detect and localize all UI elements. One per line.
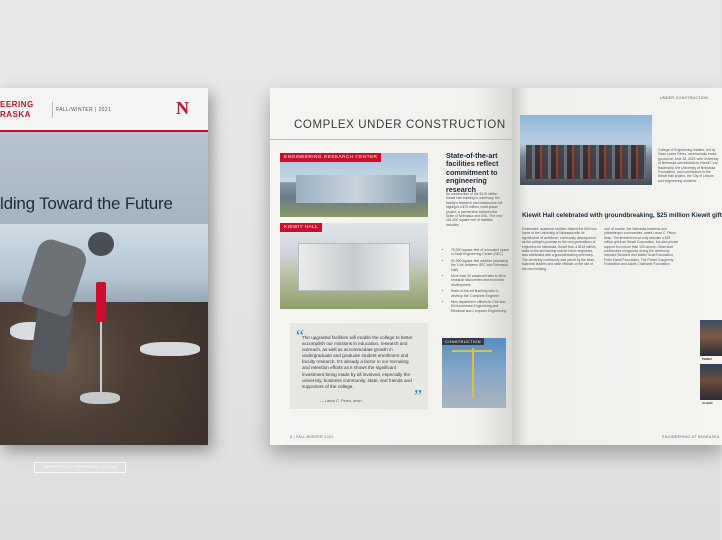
drill [96,282,106,322]
crowd [526,145,646,179]
right-page [512,88,722,445]
quote-text: The upgraded facilities will enable the college to better accomplish our missions in education, research and outreach, as well as accommodate growth in undergraduate and graduate student enrollment and faculty research. It's already a factor in our recruiting and retention efforts as it shows the significant investment being made by all involved, especially the university, business community, state, and friends and supporters of the college. [302,335,413,389]
groundbreaking-photo [520,115,652,185]
pull-quote [290,323,428,409]
running-head: UNDER CONSTRUCTION [660,96,709,100]
masthead-divider [52,102,53,118]
sidebar-heading: State-of-the-art facilities reflect commitment to engineering research [446,151,499,194]
list-item: • 75,000 square feet of renovated space in Scott Engineering Center (SEC) [451,248,511,257]
photo-caption: College of Engineering leaders, led by Dean Lance Pérez, ceremonially broke ground on June 28, 2021 with University of Nebraska administrators, Kiewit Corp. leadership, the University of Nebraska Foundation, and contributors to the Kiewit Hall project, the City of Lincoln and engineering students. [658,148,719,183]
photo-label: CONSTRUCTION [442,338,484,345]
crane-arm [452,350,492,352]
building-rendering [298,243,410,291]
page-folio: 6 | FALL/WINTER 2021 [290,435,334,439]
kiewit-hall-photo [280,223,428,309]
photo-label: ENGINEERING RESEARCH CENTER [280,153,381,162]
research-center-photo [280,153,428,217]
title-rule [270,139,512,140]
cover-header [0,88,208,132]
magazine-spread [270,88,722,445]
portrait-name: ALGER [702,401,713,405]
article-column: and, of course, the Nebraska business and philanthropic communities, noted Lance C. Pérez, dean. The investment not only includes a $25 million gift from Kiewit Corporation, but also private support from more than 150 donors. Other lead contributors recognized during the ceremony included Suzanne and Walter Scott Foundation, Peter Kiewit Foundation, The Robert Daugherty Foundation and Acklie Charitable Foundation. [604,227,679,267]
article-column: Excitement, academic facilities helped the 600 new home of the University of Nebraska with its significance of workforce, community development as the college's promise to the next generations of engineers for Nebraska. Kiewit Hall, a $115 million, state-of-the-art learning hub for future engineers, was celebrated with a groundbreaking ceremony. The university community was joined by the dean, business leaders and state officials on the site of the new building. [522,227,597,271]
page-title: COMPLEX UNDER CONSTRUCTION [294,119,506,131]
portrait-photo [700,364,722,400]
page-folio: ENGINEERING AT NEBRASKA [662,435,720,439]
building-rendering [296,175,416,203]
cover-photo [0,132,208,469]
issue-label: FALL/WINTER | 2021 [56,107,112,113]
open-quote-icon: “ [296,326,304,346]
photo-label: KIEWIT HALL [280,223,322,232]
facility-list [446,248,511,315]
list-item: • 60,000 square feet addition (replacing the 'Link' between SEC and Nebraska Hall) [451,259,511,272]
left-page [270,88,512,445]
crane-mast [472,348,474,398]
list-item: • New department offices for Civil and Environmental Engineering and Electrical and Computer Engineering [451,300,511,313]
article-heading: Kiewit Hall celebrated with groundbreaking, $25 million Kiewit gift [522,212,722,219]
masthead-line1: EERING [0,100,34,109]
quote-attribution: — Lance C. Pérez, dean [320,399,362,403]
portrait-name: PEREZ [702,357,713,361]
construction-photo [442,338,506,408]
close-quote-icon: ” [414,386,422,406]
drill-bit [100,322,102,392]
list-item: • More than 50 advanced labs to drive research discoveries and economic development [451,274,511,287]
cover-title: lding Toward the Future [0,194,173,213]
portrait-photo [700,320,722,356]
researcher-helmet [88,232,114,256]
masthead-line2: RASKA [0,110,31,119]
sidebar-text: As construction of the $115 million Kiewit Hall building is underway, the facility's research and classrooms will highlight a $75 million, multi-phase project, a partnership between the State of Nebraska and UNL. The new 161,000 square feet of facilities includes: [446,192,503,227]
magazine-cover [0,88,208,469]
list-item: • State-of-the-art teaching labs to develop the 'Complete Engineer' [451,289,511,298]
cover-footer: UNIVERSITY OF NEBRASKA–LINCOLN [34,462,126,473]
nebraska-n-logo: N [176,98,189,118]
snow-patch [80,392,120,404]
snow-patch [140,342,200,356]
